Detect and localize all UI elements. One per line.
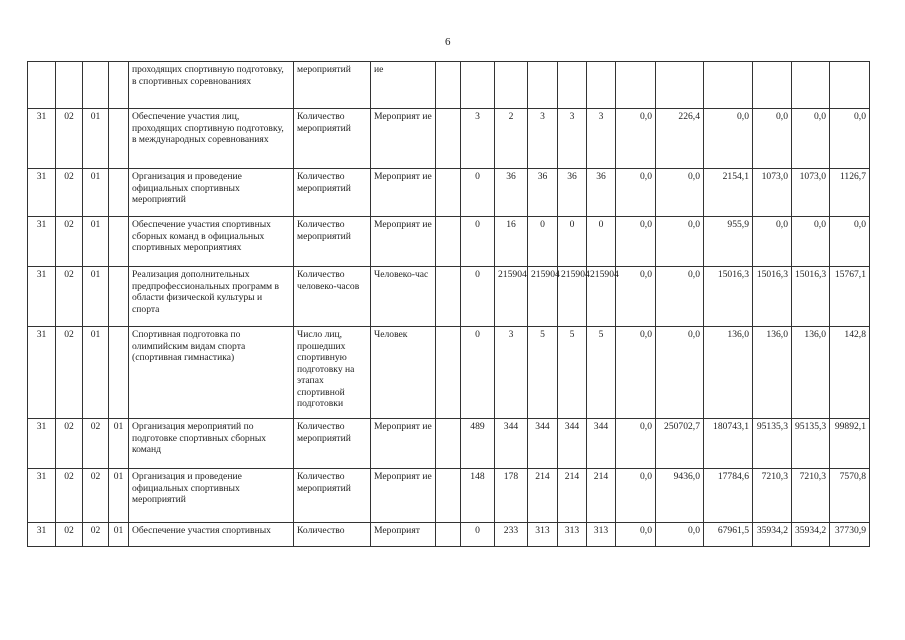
value-cell: 1073,0	[753, 169, 792, 217]
code-cell: 31	[28, 267, 56, 327]
value-cell: 344	[587, 419, 616, 469]
value-cell: 3	[528, 109, 558, 169]
table-row	[28, 523, 870, 547]
unit-cell: Мероприят ие	[371, 419, 436, 469]
value-cell: 9436,0	[656, 469, 704, 523]
value-cell: 95135,3	[753, 419, 792, 469]
table-row	[28, 327, 870, 419]
value-cell	[656, 62, 704, 109]
value-cell: 3	[558, 109, 587, 169]
value-cell	[587, 62, 616, 109]
code-cell: 01	[109, 523, 129, 547]
value-cell: 136,0	[753, 327, 792, 419]
value-cell: 313	[587, 523, 616, 547]
value-cell: 0,0	[656, 217, 704, 267]
value-cell: 36	[558, 169, 587, 217]
value-cell: 344	[495, 419, 528, 469]
value-cell: 7210,3	[792, 469, 830, 523]
value-cell: 215904	[587, 267, 616, 327]
value-cell: 0,0	[616, 327, 656, 419]
value-cell: 7570,8	[830, 469, 870, 523]
value-cell	[792, 62, 830, 109]
code-cell: 02	[56, 267, 83, 327]
table-row	[28, 267, 870, 327]
indicator-cell: Количество мероприятий	[294, 469, 371, 523]
page-number: 6	[445, 36, 451, 48]
value-cell: 250702,7	[656, 419, 704, 469]
value-cell: 0,0	[616, 217, 656, 267]
value-cell: 0,0	[616, 109, 656, 169]
code-cell: 02	[56, 169, 83, 217]
value-cell: 0	[461, 267, 495, 327]
value-cell: 0	[528, 217, 558, 267]
code-cell: 01	[83, 217, 109, 267]
value-cell: 0	[461, 327, 495, 419]
code-cell: 02	[83, 523, 109, 547]
value-cell	[495, 62, 528, 109]
value-cell: 15016,3	[704, 267, 753, 327]
value-cell	[461, 62, 495, 109]
value-cell: 0,0	[753, 217, 792, 267]
value-cell: 95135,3	[792, 419, 830, 469]
value-cell: 148	[461, 469, 495, 523]
code-cell	[109, 169, 129, 217]
value-cell: 99892,1	[830, 419, 870, 469]
name-cell: Обеспечение участия лиц, проходящих спортивную подготовку, в международных соревнованиях	[129, 109, 294, 169]
value-cell: 0,0	[656, 523, 704, 547]
code-cell	[109, 217, 129, 267]
value-cell: 0,0	[616, 169, 656, 217]
indicator-cell: Количество мероприятий	[294, 217, 371, 267]
value-cell	[436, 62, 461, 109]
value-cell: 3	[461, 109, 495, 169]
unit-cell: Мероприят ие	[371, 469, 436, 523]
value-cell: 0,0	[830, 217, 870, 267]
value-cell	[528, 62, 558, 109]
value-cell: 0,0	[656, 327, 704, 419]
name-cell: Организация и проведение официальных спортивных мероприятий	[129, 469, 294, 523]
indicator-cell: Количество	[294, 523, 371, 547]
value-cell: 1073,0	[792, 169, 830, 217]
value-cell: 5	[528, 327, 558, 419]
name-cell: Организация мероприятий по подготовке спортивных сборных команд	[129, 419, 294, 469]
value-cell	[436, 267, 461, 327]
value-cell	[753, 62, 792, 109]
value-cell: 0,0	[656, 267, 704, 327]
indicator-cell: Число лиц, прошедших спортивную подготовку на этапах спортивной подготовки	[294, 327, 371, 419]
value-cell: 215904	[528, 267, 558, 327]
value-cell: 35934,2	[792, 523, 830, 547]
code-cell: 01	[109, 469, 129, 523]
code-cell: 31	[28, 419, 56, 469]
unit-cell: Мероприят ие	[371, 217, 436, 267]
value-cell: 215904	[558, 267, 587, 327]
value-cell: 215904	[495, 267, 528, 327]
value-cell: 35934,2	[753, 523, 792, 547]
code-cell	[109, 62, 129, 109]
value-cell: 313	[558, 523, 587, 547]
value-cell	[704, 62, 753, 109]
value-cell: 16	[495, 217, 528, 267]
value-cell: 0	[461, 523, 495, 547]
code-cell: 01	[83, 169, 109, 217]
value-cell: 178	[495, 469, 528, 523]
name-cell: Организация и проведение официальных спортивных мероприятий	[129, 169, 294, 217]
value-cell: 15016,3	[792, 267, 830, 327]
value-cell	[436, 217, 461, 267]
value-cell	[436, 169, 461, 217]
code-cell	[83, 62, 109, 109]
code-cell: 31	[28, 169, 56, 217]
value-cell	[436, 419, 461, 469]
name-cell: Обеспечение участия спортивных сборных команд в официальных спортивных мероприятиях	[129, 217, 294, 267]
value-cell: 136,0	[704, 327, 753, 419]
value-cell: 2154,1	[704, 169, 753, 217]
value-cell: 344	[528, 419, 558, 469]
value-cell: 344	[558, 419, 587, 469]
name-cell: Реализация дополнительных предпрофессиональных программ в области физической культуры и спорта	[129, 267, 294, 327]
value-cell: 0	[558, 217, 587, 267]
value-cell: 0	[587, 217, 616, 267]
value-cell: 233	[495, 523, 528, 547]
unit-cell: Мероприят ие	[371, 109, 436, 169]
code-cell: 31	[28, 469, 56, 523]
value-cell: 67961,5	[704, 523, 753, 547]
code-cell: 31	[28, 523, 56, 547]
unit-cell: Человеко-час	[371, 267, 436, 327]
code-cell: 02	[56, 419, 83, 469]
value-cell: 0,0	[656, 169, 704, 217]
value-cell	[436, 109, 461, 169]
value-cell: 15767,1	[830, 267, 870, 327]
value-cell: 955,9	[704, 217, 753, 267]
code-cell: 02	[56, 523, 83, 547]
value-cell: 0	[461, 217, 495, 267]
table-row	[28, 469, 870, 523]
value-cell: 2	[495, 109, 528, 169]
value-cell: 15016,3	[753, 267, 792, 327]
value-cell: 0,0	[704, 109, 753, 169]
unit-cell: Человек	[371, 327, 436, 419]
value-cell: 0,0	[792, 109, 830, 169]
code-cell	[109, 267, 129, 327]
value-cell: 17784,6	[704, 469, 753, 523]
indicator-cell: Количество мероприятий	[294, 109, 371, 169]
name-cell: Обеспечение участия спортивных	[129, 523, 294, 547]
table-row	[28, 62, 870, 109]
value-cell: 5	[587, 327, 616, 419]
value-cell: 180743,1	[704, 419, 753, 469]
value-cell	[436, 327, 461, 419]
code-cell	[109, 327, 129, 419]
value-cell	[616, 62, 656, 109]
value-cell	[558, 62, 587, 109]
code-cell: 01	[83, 267, 109, 327]
code-cell: 02	[56, 217, 83, 267]
value-cell: 0,0	[616, 419, 656, 469]
code-cell: 02	[83, 469, 109, 523]
indicator-cell: Количество мероприятий	[294, 169, 371, 217]
value-cell: 36	[587, 169, 616, 217]
value-cell	[436, 523, 461, 547]
value-cell: 36	[495, 169, 528, 217]
code-cell: 02	[83, 419, 109, 469]
value-cell	[830, 62, 870, 109]
value-cell: 136,0	[792, 327, 830, 419]
value-cell: 489	[461, 419, 495, 469]
indicator-cell: Количество мероприятий	[294, 419, 371, 469]
value-cell: 226,4	[656, 109, 704, 169]
value-cell: 214	[558, 469, 587, 523]
value-cell	[436, 469, 461, 523]
value-cell: 3	[495, 327, 528, 419]
value-cell: 37730,9	[830, 523, 870, 547]
code-cell: 01	[83, 109, 109, 169]
table-row	[28, 419, 870, 469]
unit-cell: Мероприят ие	[371, 169, 436, 217]
value-cell: 313	[528, 523, 558, 547]
value-cell: 0,0	[792, 217, 830, 267]
table-row	[28, 109, 870, 169]
value-cell: 214	[528, 469, 558, 523]
code-cell: 01	[109, 419, 129, 469]
value-cell: 0,0	[616, 523, 656, 547]
code-cell	[56, 62, 83, 109]
value-cell: 0,0	[830, 109, 870, 169]
indicator-cell: Количество человеко-часов	[294, 267, 371, 327]
value-cell: 0	[461, 169, 495, 217]
code-cell: 01	[83, 327, 109, 419]
value-cell: 0,0	[753, 109, 792, 169]
name-cell: проходящих спортивную подготовку, в спортивных соревнованиях	[129, 62, 294, 109]
code-cell	[109, 109, 129, 169]
value-cell: 7210,3	[753, 469, 792, 523]
value-cell: 36	[528, 169, 558, 217]
value-cell: 3	[587, 109, 616, 169]
code-cell: 31	[28, 109, 56, 169]
value-cell: 0,0	[616, 267, 656, 327]
code-cell: 31	[28, 327, 56, 419]
value-cell: 214	[587, 469, 616, 523]
value-cell: 5	[558, 327, 587, 419]
code-cell: 31	[28, 217, 56, 267]
unit-cell: Мероприят	[371, 523, 436, 547]
value-cell: 1126,7	[830, 169, 870, 217]
code-cell: 02	[56, 327, 83, 419]
value-cell: 0,0	[616, 469, 656, 523]
code-cell: 02	[56, 469, 83, 523]
name-cell: Спортивная подготовка по олимпийским видам спорта (спортивная гимнастика)	[129, 327, 294, 419]
unit-cell: ие	[371, 62, 436, 109]
table-row	[28, 169, 870, 217]
program-indicators-table	[27, 61, 870, 547]
indicator-cell: мероприятий	[294, 62, 371, 109]
value-cell: 142,8	[830, 327, 870, 419]
table-row	[28, 217, 870, 267]
code-cell	[28, 62, 56, 109]
code-cell: 02	[56, 109, 83, 169]
